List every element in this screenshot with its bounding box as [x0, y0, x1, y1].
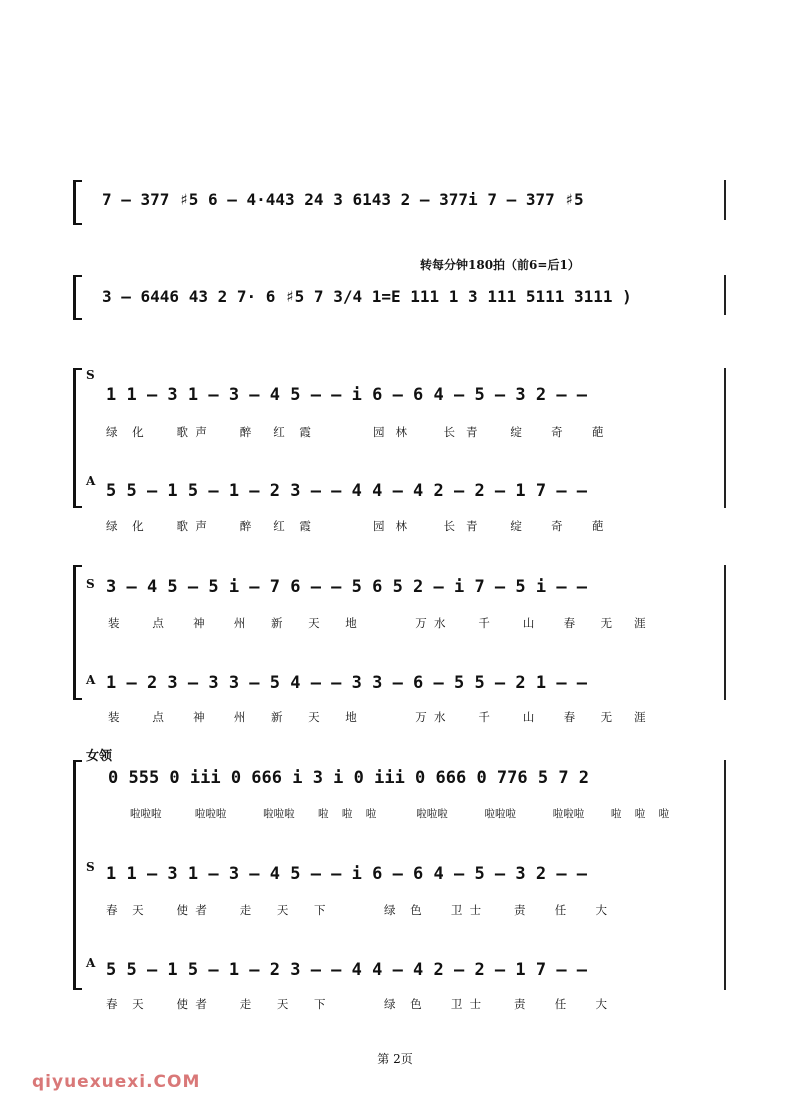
soprano-lyrics: 春 天 使 者 走 天 下 绿 色 卫 士 责 任 大 — [106, 903, 608, 917]
system-bracket — [73, 565, 76, 700]
site-watermark: qiyuexuexi.COM — [32, 1072, 201, 1092]
alto-lyrics: 装 点 神 州 新 天 地 万 水 千 山 春 无 涯 — [108, 710, 646, 724]
alto-label: A — [86, 956, 96, 970]
system-bracket — [73, 368, 76, 508]
barline — [724, 760, 726, 990]
barline — [724, 275, 726, 315]
system-2 — [0, 275, 790, 320]
alto-notes: 5 5 – 1 5 – 1 – 2 3 – – 4 4 – 4 2 – 2 – 1 7 – – — [106, 960, 588, 980]
alto-lyrics: 绿 化 歌 声 醉 红 霞 园 林 长 青 绽 奇 葩 — [106, 519, 604, 533]
lead-notes: 0 555 0 iii 0 666 i 3 i 0 iii 0 666 0 776 5 7 2 — [108, 768, 590, 788]
alto-notes: 5 5 – 1 5 – 1 – 2 3 – – 4 4 – 4 2 – 2 – 1 7 – – — [106, 481, 588, 501]
alto-notes: 1 – 2 3 – 3 3 – 5 4 – – 3 3 – 6 – 5 5 – 2 1 – – — [106, 673, 588, 693]
system-bracket — [73, 760, 76, 990]
soprano-label: S — [86, 860, 95, 874]
soprano-notes: 1 1 – 3 1 – 3 – 4 5 – – i 6 – 6 4 – 5 – 3 2 – – — [106, 385, 588, 405]
alto-lyrics: 春 天 使 者 走 天 下 绿 色 卫 士 责 任 大 — [106, 997, 608, 1011]
barline — [724, 368, 726, 508]
alto-label: A — [86, 673, 96, 687]
system-bracket — [73, 180, 76, 225]
soprano-label: S — [86, 368, 95, 382]
tempo-marking: 转每分钟180拍（前6=后1） — [420, 258, 580, 272]
notes-row-2: 3 – 6446 43 2 7· 6 ♯5 7 3/4 1=E 111 1 3 111 5111 3111 ) — [102, 287, 632, 306]
soprano-lyrics: 绿 化 歌 声 醉 红 霞 园 林 长 青 绽 奇 葩 — [106, 425, 604, 439]
barline — [724, 565, 726, 700]
soprano-notes: 1 1 – 3 1 – 3 – 4 5 – – i 6 – 6 4 – 5 – 3 2 – – — [106, 864, 588, 884]
soprano-notes: 3 – 4 5 – 5 i – 7 6 – – 5 6 5 2 – i 7 – 5 i – – — [106, 577, 588, 597]
page-number: 第 2页 — [377, 1052, 413, 1066]
notes-row-1: 7 – 377 ♯5 6 – 4·443 24 3 6143 2 – 377i 7 – 377 ♯5 — [102, 190, 584, 209]
soprano-label: S — [86, 577, 95, 591]
barline — [724, 180, 726, 220]
alto-label: A — [86, 474, 96, 488]
system-5 — [0, 760, 790, 1011]
system-bracket — [73, 275, 76, 320]
system-3 — [0, 368, 790, 533]
soprano-lyrics: 装 点 神 州 新 天 地 万 水 千 山 春 无 涯 — [108, 616, 646, 630]
system-4 — [0, 565, 790, 724]
lead-lyrics: 啦啦啦 啦啦啦 啦啦啦 啦 啦 啦 啦啦啦 啦啦啦 啦啦啦 啦 啦 啦 — [130, 808, 670, 820]
system-1 — [0, 180, 790, 225]
female-lead-label: 女领 — [86, 749, 113, 764]
